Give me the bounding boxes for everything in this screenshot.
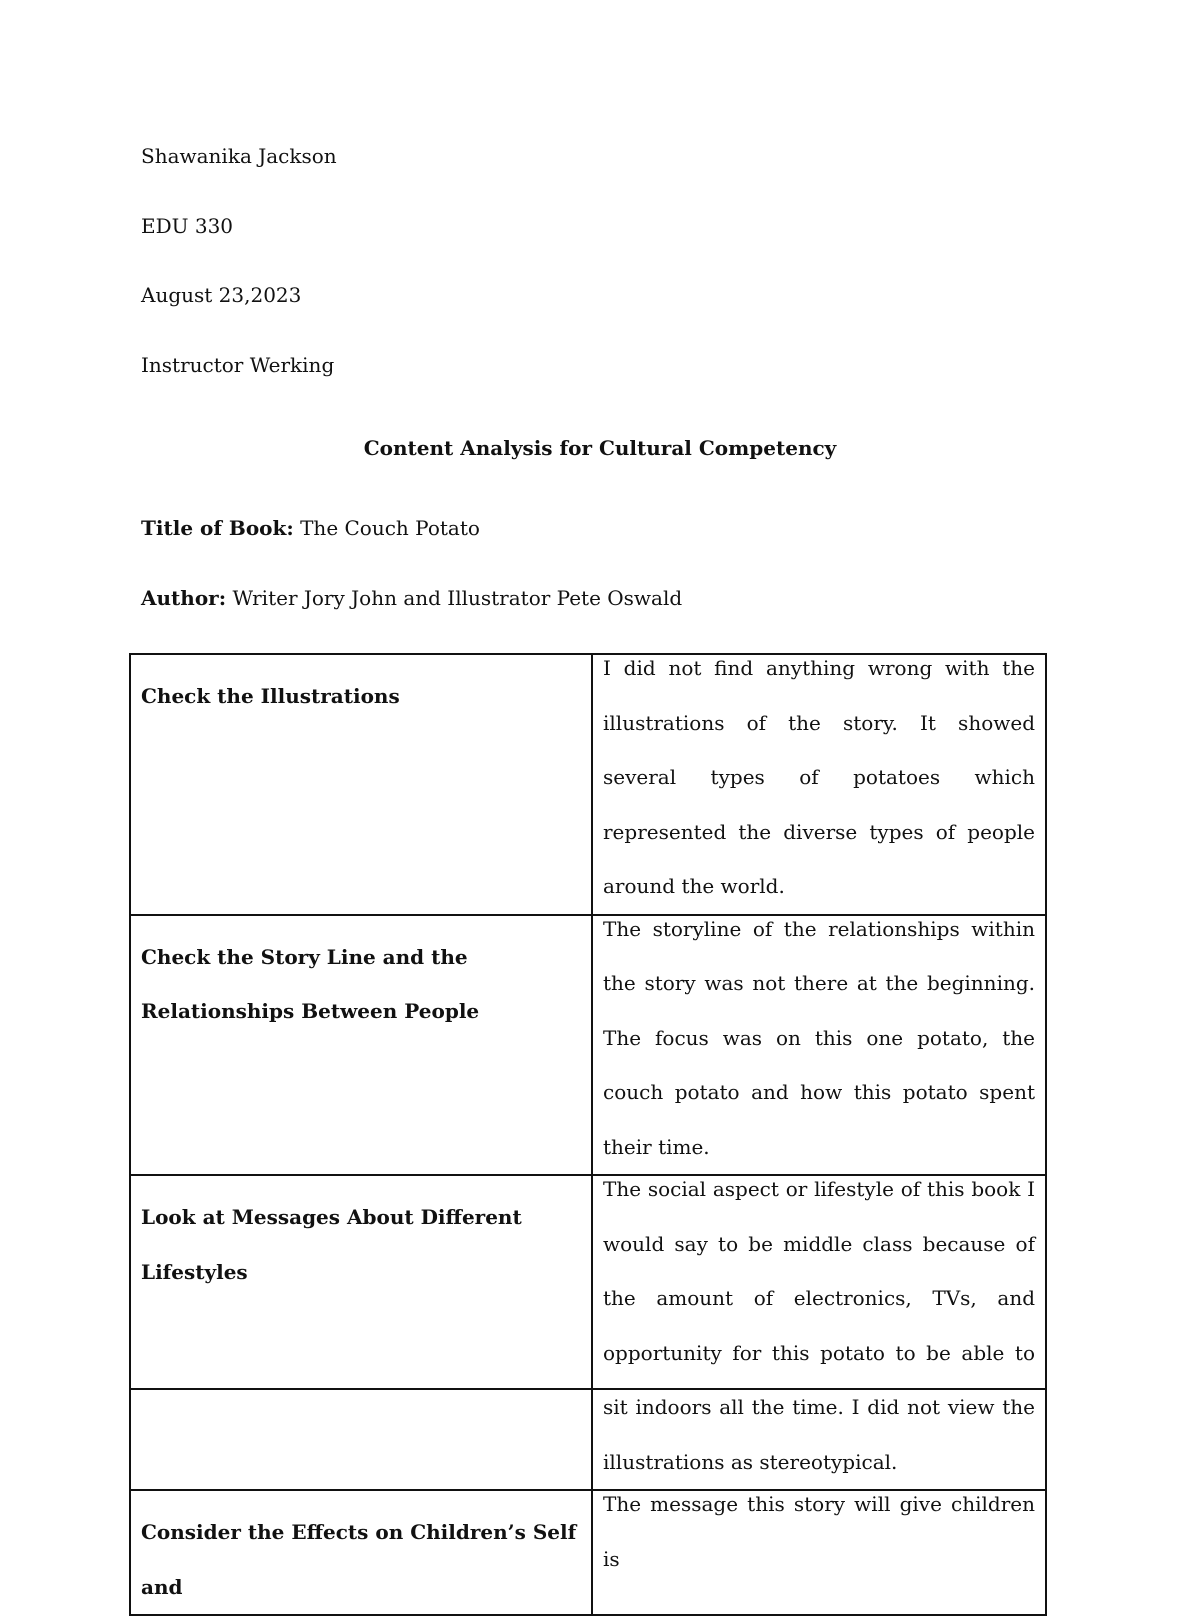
course-code: EDU 330	[141, 214, 234, 238]
table-row	[130, 1490, 1046, 1615]
row-answer	[592, 915, 1046, 1176]
table-row	[130, 654, 1046, 915]
author-line	[141, 586, 682, 610]
book-title-label: Title of Book:	[141, 516, 294, 540]
row-answer	[592, 1175, 1046, 1490]
instructor-name: Instructor Werking	[141, 353, 335, 377]
author-label: Author:	[141, 586, 227, 610]
row-question: Consider the Effects on Children’s Self and	[130, 1490, 592, 1615]
row-question: Check the Illustrations	[130, 654, 592, 915]
table-row	[130, 915, 1046, 1176]
document-title: Content Analysis for Cultural Competency	[363, 436, 837, 460]
author-value: Writer Jory John and Illustrator Pete Oswald	[226, 586, 683, 610]
row-answer	[592, 654, 1046, 915]
table-row	[130, 1175, 1046, 1490]
analysis-table-container	[129, 653, 1047, 1599]
submission-date: August 23,2023	[141, 283, 302, 307]
book-title-value: The Couch Potato	[293, 516, 480, 540]
analysis-table	[129, 653, 1047, 1616]
row-answer-text: I did not find anything wrong with the illustrations of the story. It showed several types of potatoes which represented the diverse types of people around the world.	[603, 656, 1035, 898]
row-answer-text: The message this story will give children is	[603, 1492, 1035, 1571]
row-answer-text: The social aspect or lifestyle of this book I would say to be middle class because of the amount of electronics, TVs, and opportunity for this potato to be able to sit indoors all the time. I did not view the illustrations as stereotypical.	[603, 1177, 1035, 1474]
row-question: Check the Story Line and the Relationships Between People	[130, 915, 592, 1176]
book-title-line	[141, 516, 480, 540]
student-name: Shawanika Jackson	[141, 144, 337, 168]
row-answer-text: The storyline of the relationships within the story was not there at the beginning. The focus was on this one potato, the couch potato and how this potato spent their time.	[603, 916, 1035, 1159]
row-answer	[592, 1490, 1046, 1615]
row-question: Look at Messages About Different Lifestyles	[130, 1175, 592, 1490]
